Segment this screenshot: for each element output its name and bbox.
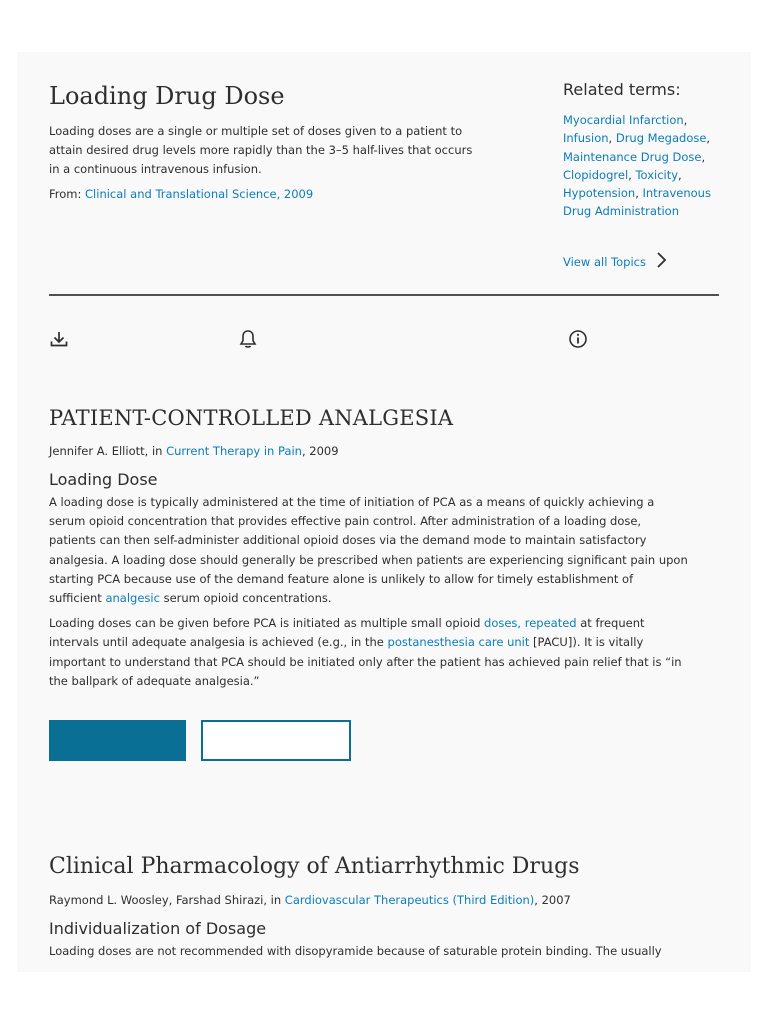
article-authors: Jennifer A. Elliott, in (49, 444, 167, 458)
section-heading: Individualization of Dosage (49, 919, 267, 938)
related-term-link[interactable]: Toxicity (635, 167, 679, 182)
topic-source-link[interactable]: Clinical and Translational Science, 2009 (85, 187, 314, 201)
article-source-link[interactable]: Current Therapy in Pain (166, 444, 302, 458)
bell-icon[interactable] (238, 329, 258, 349)
from-label: From: (49, 187, 86, 201)
article-card (49, 406, 689, 691)
paragraph-text: A loading dose is typically administered at the time of initiation of PCA as a means of quickly achieving a serum opioid concentration that provides effective pain control. After administration of a loading dose, patients can then self-administer additional opioid doses via the demand mode to maintain satisfactory analgesia. A loading dose should generally be prescribed when patients are experiencing significant pain upon starting PCA because use of the demand feature alone is unlikely to allow for timely establishment of sufficient (49, 495, 688, 606)
inline-term-link[interactable]: doses, repeated (484, 616, 577, 631)
related-term-link[interactable]: Intravenous Drug Administration (563, 186, 711, 219)
article-title[interactable]: PATIENT-CONTROLLED ANALGESIA (49, 406, 454, 430)
related-term-link[interactable]: Clopidogrel (563, 167, 629, 182)
purchase-book-button[interactable] (201, 720, 351, 761)
related-terms-list: Myocardial Infarction, Infusion, Drug Megadose, Maintenance Drug Dose, Clopidogrel, Toxicity, Hypotension, Intravenous Drug Administration (563, 113, 711, 219)
topic-title: Loading Drug Dose (49, 82, 285, 110)
article-title[interactable]: Clinical Pharmacology of Antiarrhythmic Drugs (49, 854, 580, 879)
article-byline (49, 893, 689, 907)
header-divider (49, 294, 719, 296)
section-heading: Loading Dose (49, 470, 158, 489)
article-authors: Raymond L. Woosley, Farshad Shirazi, in (49, 893, 285, 907)
view-all-topics-label: View all Topics (563, 254, 646, 269)
article-card (49, 854, 689, 961)
info-icon[interactable] (568, 329, 588, 349)
article-year: , 2007 (534, 893, 571, 907)
related-terms-heading: Related terms: (563, 80, 681, 99)
related-term-link[interactable]: Drug Megadose (615, 131, 707, 146)
related-term-link[interactable]: Infusion (563, 131, 609, 146)
article-paragraph (49, 614, 689, 691)
inline-term-link[interactable]: analgesic (105, 591, 160, 606)
inline-term-link[interactable]: postanesthesia care unit (387, 635, 530, 650)
related-term-link[interactable]: Maintenance Drug Dose (563, 149, 702, 164)
article-year: , 2009 (301, 444, 339, 458)
chevron-right-icon (654, 251, 668, 272)
article-byline (49, 444, 689, 458)
topic-definition: Loading doses are a single or multiple set of doses given to a patient to attain desired drug levels more rapidly than the 3–5 half-lives that occurs in a continuous intravenous infusion. (49, 124, 473, 177)
article-paragraph: Loading doses are not recommended with disopyramide because of saturable protein binding. The usually (49, 944, 662, 958)
paragraph-text: [PACU]). It is vitally important to understand that PCA should be initiated only after the patient has achieved pain relief that is “in the ballpark of adequate analgesia.” (49, 635, 682, 688)
view-chapter-button[interactable] (49, 720, 186, 761)
article-source-link[interactable]: Cardiovascular Therapeutics (Third Edition) (284, 893, 535, 907)
related-term-link[interactable]: Hypotension (563, 186, 636, 201)
paragraph-text: serum opioid concentrations. (159, 591, 332, 606)
article-paragraph (49, 493, 689, 608)
topic-page-panel (17, 52, 751, 972)
paragraph-text: at frequent intervals until adequate analgesia is achieved (e.g., in the (49, 616, 645, 650)
topic-source-line (49, 185, 313, 203)
download-icon[interactable] (49, 329, 69, 349)
view-all-topics-link[interactable] (563, 251, 668, 272)
related-term-link[interactable]: Myocardial Infarction (563, 113, 684, 127)
related-terms (563, 80, 723, 221)
paragraph-text: Loading doses can be given before PCA is initiated as multiple small opioid (49, 616, 485, 631)
